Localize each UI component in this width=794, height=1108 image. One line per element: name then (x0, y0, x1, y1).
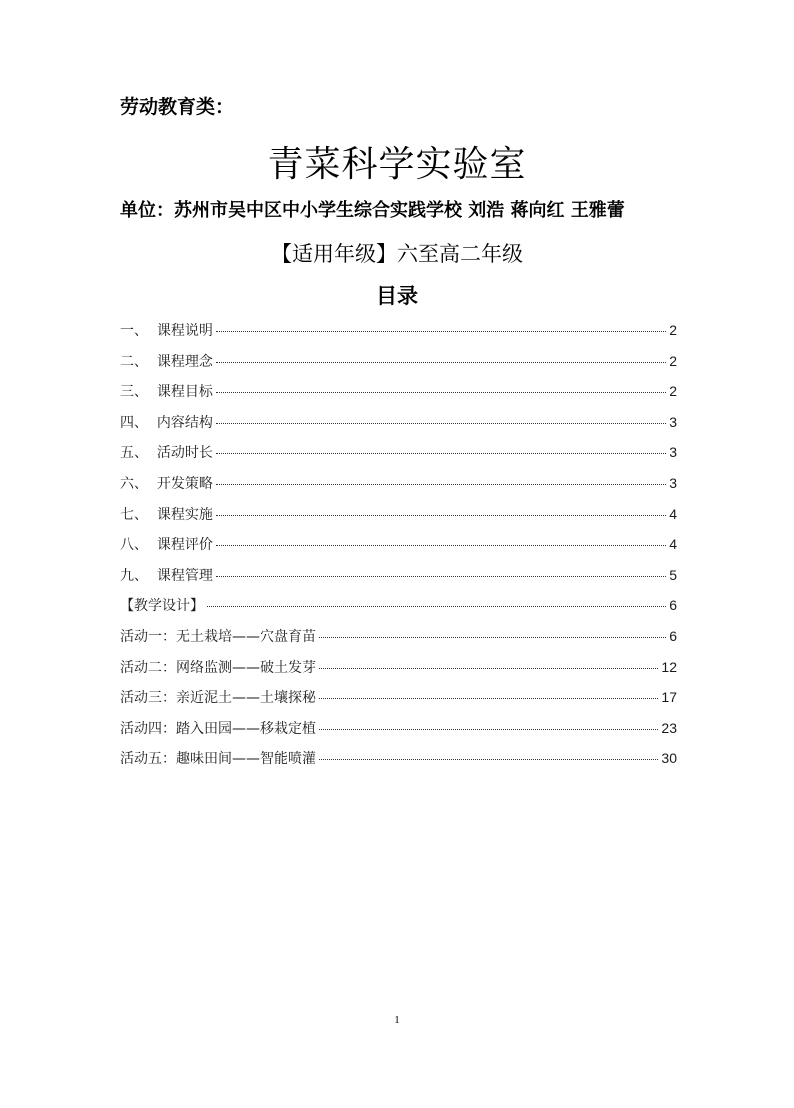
toc-entry-label: 活动一：无土栽培——穴盘育苗 (120, 628, 316, 645)
toc-entry-page: 23 (661, 719, 677, 736)
toc-entry[interactable] (120, 351, 677, 382)
toc-entry-page: 6 (669, 597, 677, 614)
table-of-contents (120, 320, 677, 779)
toc-entry[interactable] (120, 687, 677, 718)
toc-entry-label: 六、 开发策略 (120, 475, 213, 492)
dot-leader (216, 545, 666, 546)
toc-entry-page: 3 (669, 413, 677, 430)
toc-entry-label: 活动二：网络监测——破土发芽 (120, 659, 316, 676)
toc-entry[interactable] (120, 442, 677, 473)
toc-entry-page: 6 (669, 627, 677, 644)
dot-leader (319, 668, 658, 669)
toc-entry-label: 四、 内容结构 (120, 414, 213, 431)
toc-entry-page: 2 (669, 383, 677, 400)
toc-entry-page: 4 (669, 505, 677, 522)
toc-entry-label: 活动五：趣味田间——智能喷灌 (120, 751, 316, 768)
toc-entry-label: 一、 课程说明 (120, 323, 213, 339)
toc-entry-label: 二、 课程理念 (120, 353, 213, 370)
toc-entry-page: 30 (661, 750, 677, 767)
toc-entry[interactable] (120, 748, 677, 779)
dot-leader (216, 392, 666, 393)
dot-leader (319, 637, 666, 638)
toc-entry[interactable] (120, 473, 677, 504)
dot-leader (319, 729, 658, 730)
document-category: 劳动教育类： (120, 96, 235, 118)
toc-entry-page: 17 (661, 689, 677, 706)
toc-entry-label: 九、 课程管理 (120, 567, 213, 584)
toc-entry-page: 2 (669, 352, 677, 369)
toc-entry-page: 3 (669, 444, 677, 461)
dot-leader (319, 759, 658, 760)
toc-entry-label: 八、 课程评价 (120, 537, 213, 554)
dot-leader (216, 576, 666, 577)
toc-entry-page: 12 (661, 658, 677, 675)
toc-entry-page: 5 (669, 566, 677, 583)
toc-entry[interactable] (120, 626, 677, 657)
toc-entry-label: 活动四：踏入田园——移栽定植 (120, 720, 316, 737)
toc-entry[interactable] (120, 565, 677, 596)
toc-entry-label: 七、 课程实施 (120, 506, 213, 523)
toc-entry[interactable] (120, 534, 677, 565)
toc-entry[interactable] (120, 320, 677, 351)
toc-entry[interactable] (120, 504, 677, 535)
applicable-grade: 【适用年级】六至高二年级 (271, 242, 523, 266)
dot-leader (216, 331, 666, 332)
toc-entry-page: 2 (669, 322, 677, 338)
page-number: 1 (394, 1014, 400, 1026)
dot-leader (216, 453, 666, 454)
dot-leader (207, 606, 666, 607)
dot-leader (216, 423, 666, 424)
toc-entry[interactable] (120, 595, 677, 626)
toc-entry[interactable] (120, 718, 677, 749)
author-unit: 单位：苏州市吴中区中小学生综合实践学校 刘浩 蒋向红 王雅蕾 (120, 200, 625, 221)
toc-entry[interactable] (120, 381, 677, 412)
toc-entry-label: 三、 课程目标 (120, 384, 213, 401)
toc-entry-label: 五、 活动时长 (120, 445, 213, 462)
dot-leader (216, 362, 666, 363)
dot-leader (319, 698, 658, 699)
toc-entry-label: 【教学设计】 (120, 598, 204, 615)
toc-entry-page: 3 (669, 474, 677, 491)
dot-leader (216, 515, 666, 516)
toc-heading: 目录 (376, 284, 418, 308)
document-title: 青菜科学实验室 (267, 144, 527, 185)
toc-entry[interactable] (120, 657, 677, 688)
dot-leader (216, 484, 666, 485)
toc-entry-page: 4 (669, 536, 677, 553)
toc-entry-label: 活动三：亲近泥土——土壤探秘 (120, 690, 316, 707)
toc-entry[interactable] (120, 412, 677, 443)
